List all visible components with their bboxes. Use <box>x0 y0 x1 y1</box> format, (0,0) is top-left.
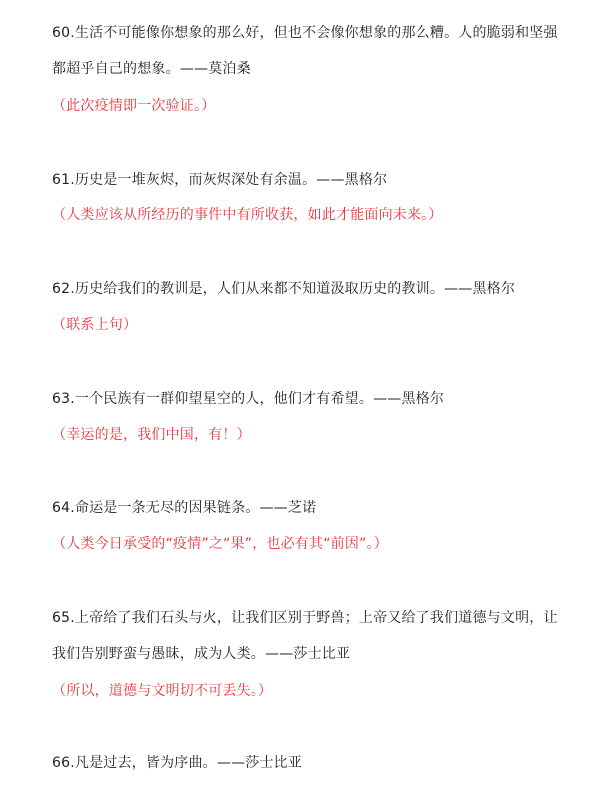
quote-60-line-2: 都超乎自己的想象。——莫泊桑 <box>52 61 251 77</box>
quote-63: 63.一个民族有一群仰望星空的人，他们才有希望。——黑格尔 <box>52 391 445 407</box>
quote-62: 62.历史给我们的教训是，人们从来都不知道汲取历史的教训。——黑格尔 <box>52 281 516 297</box>
note-61: （人类应该从所经历的事件中有所收获，如此才能面向未来。） <box>52 207 443 223</box>
note-63: （幸运的是，我们中国，有！） <box>52 427 251 443</box>
quote-65-line-1: 65.上帝给了我们石头与火，让我们区别于野兽；上帝又给了我们道德与文明，让 <box>52 610 558 626</box>
quote-60-line-1: 60.生活不可能像你想象的那么好，但也不会像你想象的那么糟。人的脆弱和坚强 <box>52 25 558 41</box>
quote-66: 66.凡是过去，皆为序曲。——莎士比亚 <box>52 755 303 771</box>
note-65: （所以，道德与文明切不可丢失。） <box>52 683 273 699</box>
quote-65-line-2: 我们告别野蛮与愚昧，成为人类。——莎士比亚 <box>52 646 351 662</box>
quote-61: 61.历史是一堆灰烬，而灰烬深处有余温。——黑格尔 <box>52 172 388 188</box>
note-62: （联系上句） <box>52 317 138 333</box>
note-60: （此次疫情即一次验证。） <box>52 98 216 114</box>
note-64: （人类今日承受的“疫情”之“果”，也必有其“前因”。） <box>52 536 388 552</box>
quote-64: 64.命运是一条无尽的因果链条。——芝诺 <box>52 500 317 516</box>
